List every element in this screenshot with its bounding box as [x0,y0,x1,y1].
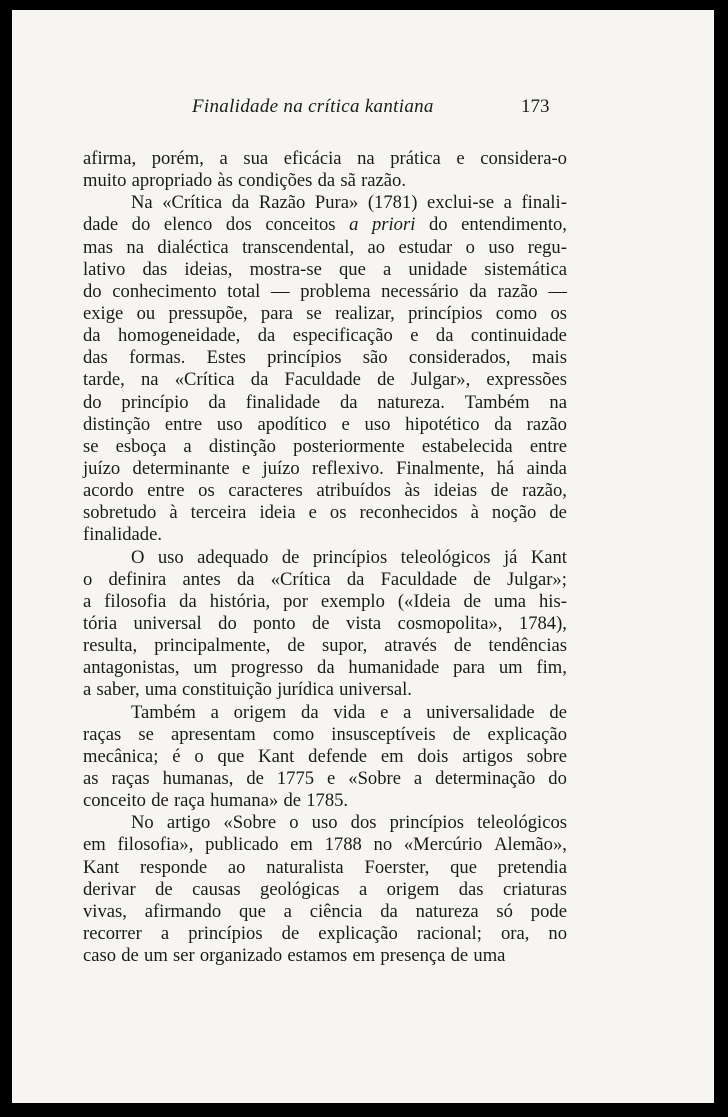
text-line: a saber, uma constituição jurídica universal. [83,679,412,701]
book-page [12,10,714,1103]
text-line: derivar de causas geológicas a origem das criaturas [83,878,567,900]
text-line: se esboça a distinção posteriormente estabelecida entre [83,435,567,457]
text-line: afirma, porém, a sua eficácia na prática e considera-o [83,148,567,169]
text-line: exige ou pressupõe, para se realizar, princípios como os [83,302,567,324]
text-line: juízo determinante e juízo reflexivo. Finalmente, há ainda [83,457,567,479]
text-line: conceito de raça humana» de 1785. [83,790,349,812]
page-header [12,96,714,126]
text-line: mecânica; é o que Kant defende em dois artigos sobre [83,745,567,767]
text-line: Na «Crítica da Razão Pura» (1781) exclui-se a finali- [131,192,567,214]
text-line: recorrer a princípios de explicação racional; ora, no [83,922,567,944]
text-line: muito apropriado às condições da sã razão. [83,170,406,192]
text-line: caso de um ser organizado estamos em presença de uma [83,945,506,967]
text-line: Kant responde ao naturalista Foerster, que pretendia [83,856,567,878]
text-line: mas na dialéctica transcendental, ao estudar o uso regu- [83,236,567,258]
text-line: Também a origem da vida e a universalidade de [131,701,567,723]
text-line: do princípio da finalidade da natureza. Também na [83,391,567,413]
text-line: O uso adequado de princípios teleológicos já Kant [131,546,567,568]
text-line: distinção entre uso apodítico e uso hipotético da razão [83,413,567,435]
text-line: sobretudo à terceira ideia e os reconhecidos à noção de [83,502,567,524]
body-text [83,148,567,967]
text-line: das formas. Estes princípios são considerados, mais [83,347,567,369]
text-line: finalidade. [83,524,162,546]
paragraph [83,812,567,967]
text-line: as raças humanas, de 1775 e «Sobre a determinação do [83,767,567,789]
text-line: acordo entre os caracteres atribuídos às ideias de razão, [83,480,567,502]
page-number: 173 [521,96,550,117]
text-line: No artigo «Sobre o uso dos princípios teleológicos [131,812,567,834]
text-line: resulta, principalmente, de supor, através de tendências [83,635,567,657]
paragraph [83,547,567,702]
paragraph [83,702,567,813]
text-line: raças se apresentam como insusceptíveis de explicação [83,723,567,745]
text-line: lativo das ideias, mostra-se que a unidade sistemática [83,258,567,280]
running-title: Finalidade na crítica kantiana [192,96,434,117]
text-line: da homogeneidade, da especificação e da continuidade [83,325,567,347]
text-line: tarde, na «Crítica da Faculdade de Julgar», expressões [83,369,567,391]
paragraph [83,148,567,192]
text-line: tória universal do ponto de vista cosmopolita», 1784), [83,612,567,634]
text-line: a filosofia da história, por exemplo («Ideia de uma his- [83,590,567,612]
text-line: dade do elenco dos conceitos a priori do entendimento, [83,214,567,236]
text-line: antagonistas, um progresso da humanidade para um fim, [83,657,567,679]
text-line: vivas, afirmando que a ciência da natureza só pode [83,900,567,922]
paragraph [83,192,567,546]
text-line: em filosofia», publicado em 1788 no «Mercúrio Alemão», [83,834,567,856]
text-line: do conhecimento total — problema necessário da razão — [83,280,567,302]
text-line: o definira antes da «Crítica da Faculdade de Julgar»; [83,568,567,590]
